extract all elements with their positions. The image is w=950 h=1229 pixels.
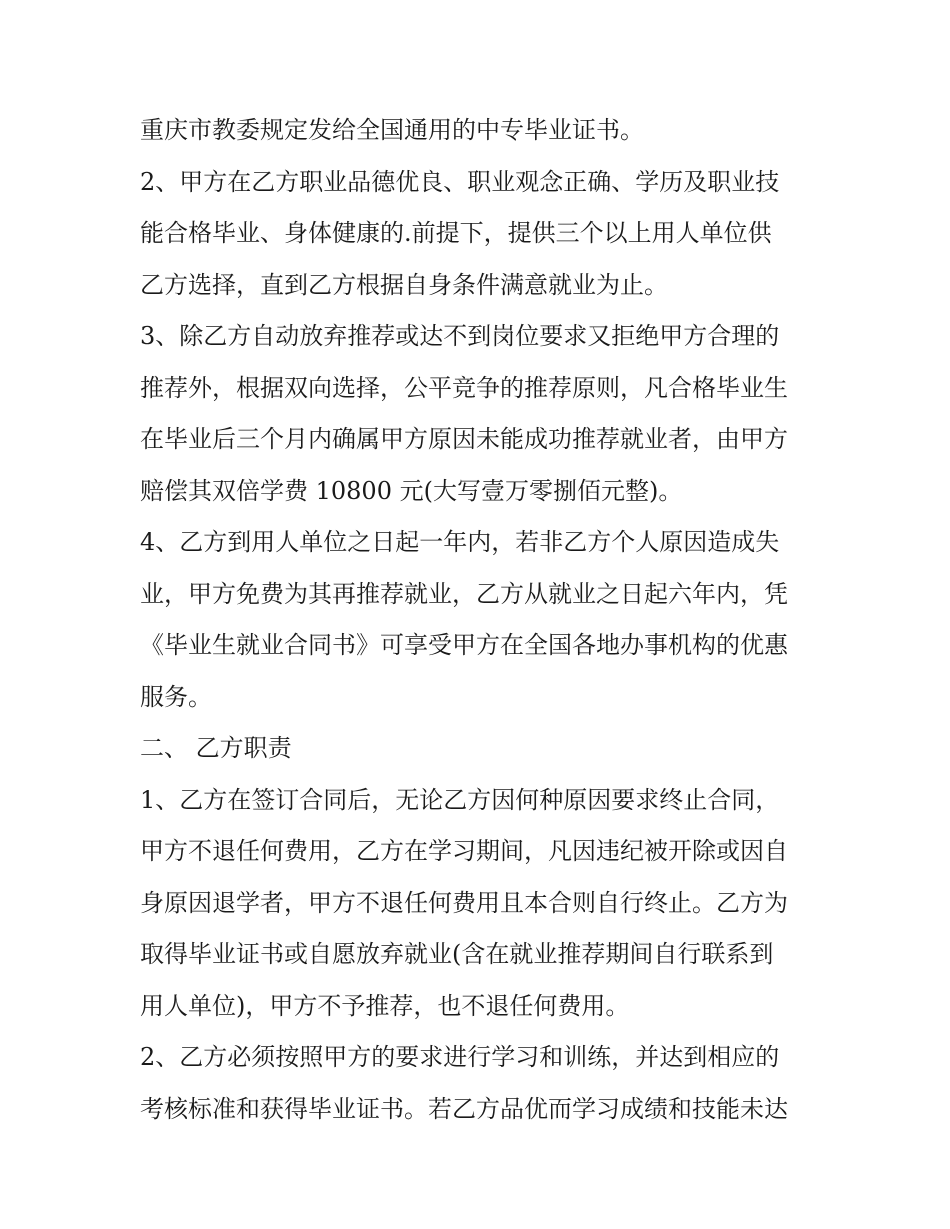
text-line: 服务。: [140, 682, 212, 711]
text-line: 2、甲方在乙方职业品德优良、职业观念正确、学历及职业技: [140, 167, 780, 196]
text-line: 重庆市教委规定发给全国通用的中专毕业证书。: [140, 116, 644, 144]
text-line: 3、除乙方自动放弃推荐或达不到岗位要求又拒绝甲方合理的: [140, 322, 780, 350]
text-line: 甲方不退任何费用，乙方在学习期间，凡因违纪被开除或因自: [140, 837, 788, 865]
text-line: 赔偿其双倍学费 10800 元(大写壹万零捌佰元整)。: [140, 476, 683, 505]
text-line: 业，甲方免费为其再推荐就业，乙方从就业之日起六年内，凭: [140, 579, 788, 608]
section-heading: 二、 乙方职责: [140, 734, 292, 762]
text-line: 用人单位)，甲方不予推荐，也不退任何费用。: [140, 991, 630, 1020]
text-line: 乙方选择，直到乙方根据自身条件满意就业为止。: [140, 270, 668, 299]
text-line: 在毕业后三个月内确属甲方原因未能成功推荐就业者，由甲方: [140, 425, 788, 453]
text-line: 2、乙方必须按照甲方的要求进行学习和训练，并达到相应的: [140, 1043, 780, 1071]
text-line: 《毕业生就业合同书》可享受甲方在全国各地办事机构的优惠: [140, 631, 788, 659]
text-line: 考核标准和获得毕业证书。若乙方品优而学习成绩和技能未达: [140, 1094, 788, 1123]
text-line: 取得毕业证书或自愿放弃就业(含在就业推荐期间自行联系到: [140, 940, 774, 968]
text-line: 推荐外，根据双向选择，公平竞争的推荐原则，凡合格毕业生: [140, 373, 788, 402]
text-line: 身原因退学者，甲方不退任何费用且本合则自行终止。乙方为: [140, 888, 788, 917]
document-body: [140, 105, 820, 1135]
text-line: 1、乙方在签订合同后，无论乙方因何种原因要求终止合同，: [140, 785, 780, 814]
text-line: 能合格毕业、身体健康的.前提下，提供三个以上用人单位供: [140, 219, 772, 247]
text-line: 4、乙方到用人单位之日起一年内，若非乙方个人原因造成失: [140, 528, 780, 556]
